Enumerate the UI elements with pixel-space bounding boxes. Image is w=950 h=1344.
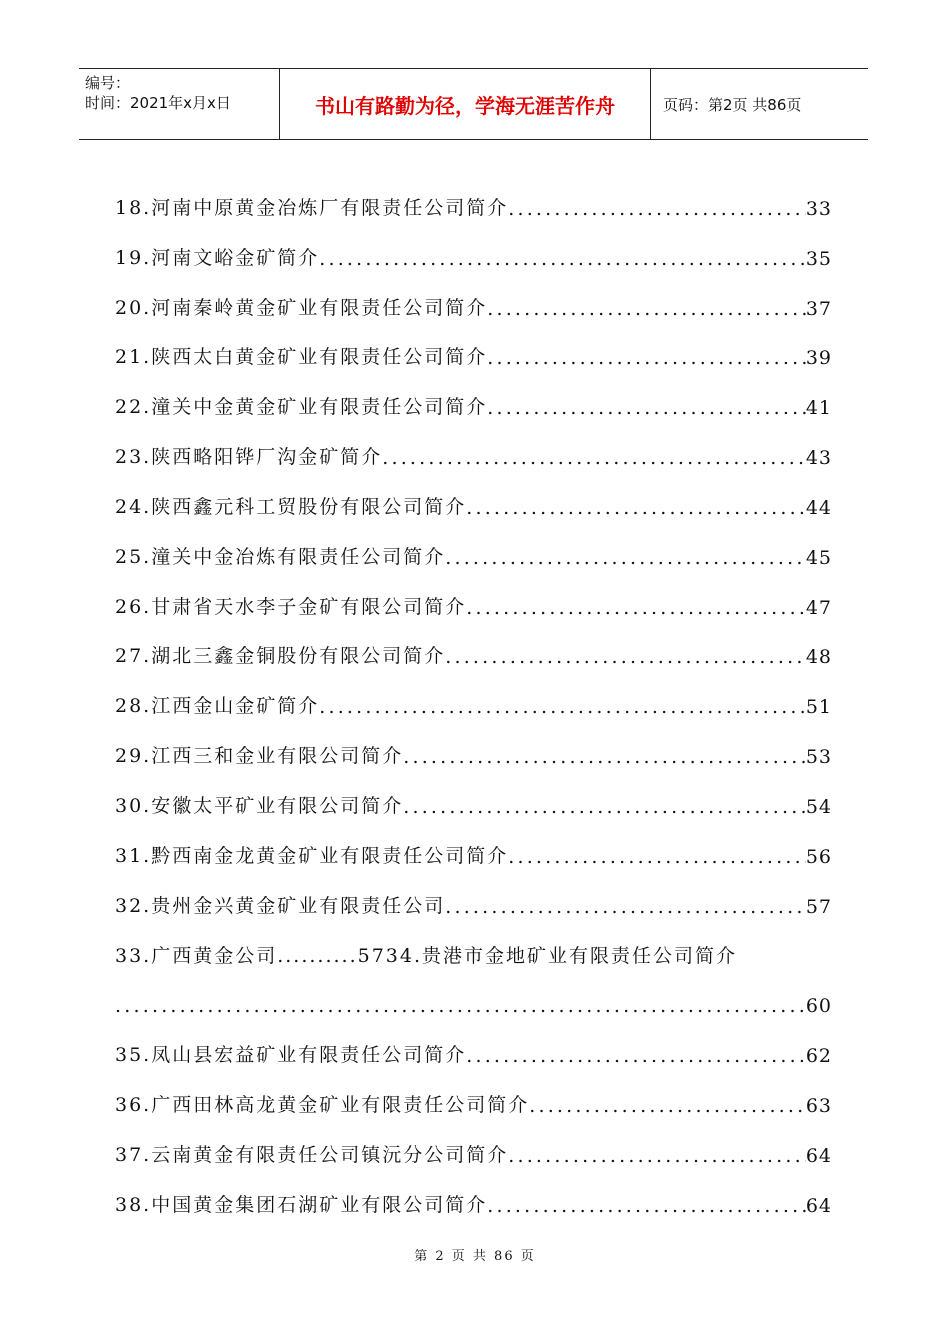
toc-entry-title: 30.安徽太平矿业有限公司简介 xyxy=(115,794,404,817)
toc-entry[interactable] xyxy=(115,1117,832,1167)
toc-entry[interactable] xyxy=(115,270,832,320)
toc-entry-title: 22.潼关中金黄金矿业有限责任公司简介 xyxy=(115,396,488,419)
toc-entry-page: 45 xyxy=(805,546,832,569)
toc-entry-page: 44 xyxy=(805,496,832,519)
toc-leader-dots xyxy=(466,597,806,619)
toc-entry[interactable] xyxy=(115,569,832,619)
toc-entry-title: 18.河南中原黄金冶炼厂有限责任公司简介 xyxy=(115,196,509,219)
toc-entry-title: 24.陕西鑫元科工贸股份有限公司简介 xyxy=(115,495,467,518)
toc-entry-title: 27.湖北三鑫金铜股份有限公司简介 xyxy=(115,645,446,668)
toc-entry[interactable] xyxy=(115,619,832,669)
toc-entry-page: 64 xyxy=(805,1144,832,1167)
toc-entry-page: 56 xyxy=(805,845,832,868)
toc-entry-page: 43 xyxy=(805,447,832,470)
toc-entry-page: 54 xyxy=(805,795,832,818)
toc-leader-dots xyxy=(403,796,806,818)
toc-entry[interactable] xyxy=(115,868,832,918)
toc-leader-dots xyxy=(487,298,806,320)
toc-entry-page: 51 xyxy=(805,696,832,719)
toc-leader-dots xyxy=(445,646,806,668)
toc-entry[interactable] xyxy=(115,718,832,768)
toc-leader-dots xyxy=(466,497,806,519)
toc-entry-title: 38.中国黄金集团石湖矿业有限公司简介 xyxy=(115,1193,488,1216)
toc-entry-title: 31.黔西南金龙黄金矿业有限责任公司简介 xyxy=(115,844,509,867)
toc-entry[interactable] xyxy=(115,369,832,419)
toc-entry-title: 26.甘肃省天水李子金矿有限公司简介 xyxy=(115,595,467,618)
toc-entry[interactable] xyxy=(115,1167,832,1217)
toc-entry-title: 23.陕西略阳铧厂沟金矿简介 xyxy=(115,446,383,469)
toc-entry-title: 20.河南秦岭黄金矿业有限责任公司简介 xyxy=(115,296,488,319)
toc-entry-title: 35.凤山县宏益矿业有限责任公司简介 xyxy=(115,1044,467,1067)
toc-entry-page: 48 xyxy=(805,646,832,669)
toc-leader-dots xyxy=(319,248,806,270)
document-time-label: 时间：2021年x月x日 xyxy=(85,94,231,112)
toc-entry-title: 21.陕西太白黄金矿业有限责任公司简介 xyxy=(115,346,488,369)
toc-entry-page: 57 xyxy=(805,895,832,918)
toc-entry[interactable] xyxy=(115,469,832,519)
toc-leader-dots xyxy=(487,397,806,419)
toc-entry[interactable] xyxy=(115,1017,832,1067)
toc-entry[interactable] xyxy=(115,320,832,370)
document-number-label: 编号： xyxy=(85,74,131,92)
toc-entry-page: 64 xyxy=(805,1194,832,1217)
toc-entry[interactable] xyxy=(115,170,832,220)
toc-leader-dots xyxy=(508,1145,806,1167)
toc-leader-dots xyxy=(529,1095,806,1117)
toc-entry-title: 19.河南文峪金矿简介 xyxy=(115,246,320,269)
toc-leader-dots xyxy=(445,896,806,918)
toc-entry[interactable] xyxy=(115,668,832,718)
toc-leader-dots xyxy=(115,995,806,1017)
toc-leader-dots xyxy=(403,746,806,768)
toc-entry-title: 32.贵州金兴黄金矿业有限责任公司 xyxy=(115,894,446,917)
table-of-contents xyxy=(115,170,832,1217)
toc-entry-page: 47 xyxy=(805,596,832,619)
toc-entry[interactable] xyxy=(115,519,832,569)
page-header xyxy=(79,68,868,140)
toc-leader-dots xyxy=(445,547,806,569)
toc-entry[interactable] xyxy=(115,918,832,968)
toc-leader-dots xyxy=(382,447,806,469)
toc-entry-page: 39 xyxy=(805,347,832,370)
toc-leader-dots xyxy=(508,198,806,220)
toc-entry-page: 60 xyxy=(805,995,832,1018)
toc-entry-page: 37 xyxy=(805,297,832,320)
toc-entry-title: 36.广西田林高龙黄金矿业有限责任公司简介 xyxy=(115,1094,530,1117)
toc-leader-dots xyxy=(466,1045,806,1067)
header-motto: 书山有路勤为径，学海无涯苦作舟 xyxy=(279,69,651,139)
toc-entry-page: 35 xyxy=(805,247,832,270)
toc-entry-title: 37.云南黄金有限责任公司镇沅分公司简介 xyxy=(115,1143,509,1166)
toc-entry-title: 28.江西金山金矿简介 xyxy=(115,695,320,718)
toc-entry-page: 33 xyxy=(805,197,832,220)
toc-leader-dots xyxy=(487,1195,806,1217)
toc-entry-title: 33.广西黄金公司..........5734.贵港市金地矿业有限责任公司简介 xyxy=(115,944,738,967)
header-page-info: 页码：第2页 共86页 xyxy=(663,95,802,114)
toc-entry[interactable] xyxy=(115,419,832,469)
toc-entry-page: 63 xyxy=(805,1095,832,1118)
toc-entry-page: 62 xyxy=(805,1045,832,1068)
toc-entry[interactable] xyxy=(115,768,832,818)
toc-entry[interactable] xyxy=(115,220,832,270)
toc-entry-title: 29.江西三和金业有限公司简介 xyxy=(115,745,404,768)
toc-leader-dots xyxy=(319,696,806,718)
toc-leader-dots xyxy=(508,846,806,868)
toc-entry-continuation[interactable] xyxy=(115,968,832,1018)
toc-entry[interactable] xyxy=(115,818,832,868)
toc-leader-dots xyxy=(487,347,806,369)
toc-entry-title: 25.潼关中金冶炼有限责任公司简介 xyxy=(115,545,446,568)
toc-entry[interactable] xyxy=(115,1067,832,1117)
toc-entry-page: 41 xyxy=(805,397,832,420)
toc-entry-page: 53 xyxy=(805,746,832,769)
header-meta-cell xyxy=(79,69,279,139)
page-footer: 第 2 页 共 86 页 xyxy=(414,1249,536,1264)
